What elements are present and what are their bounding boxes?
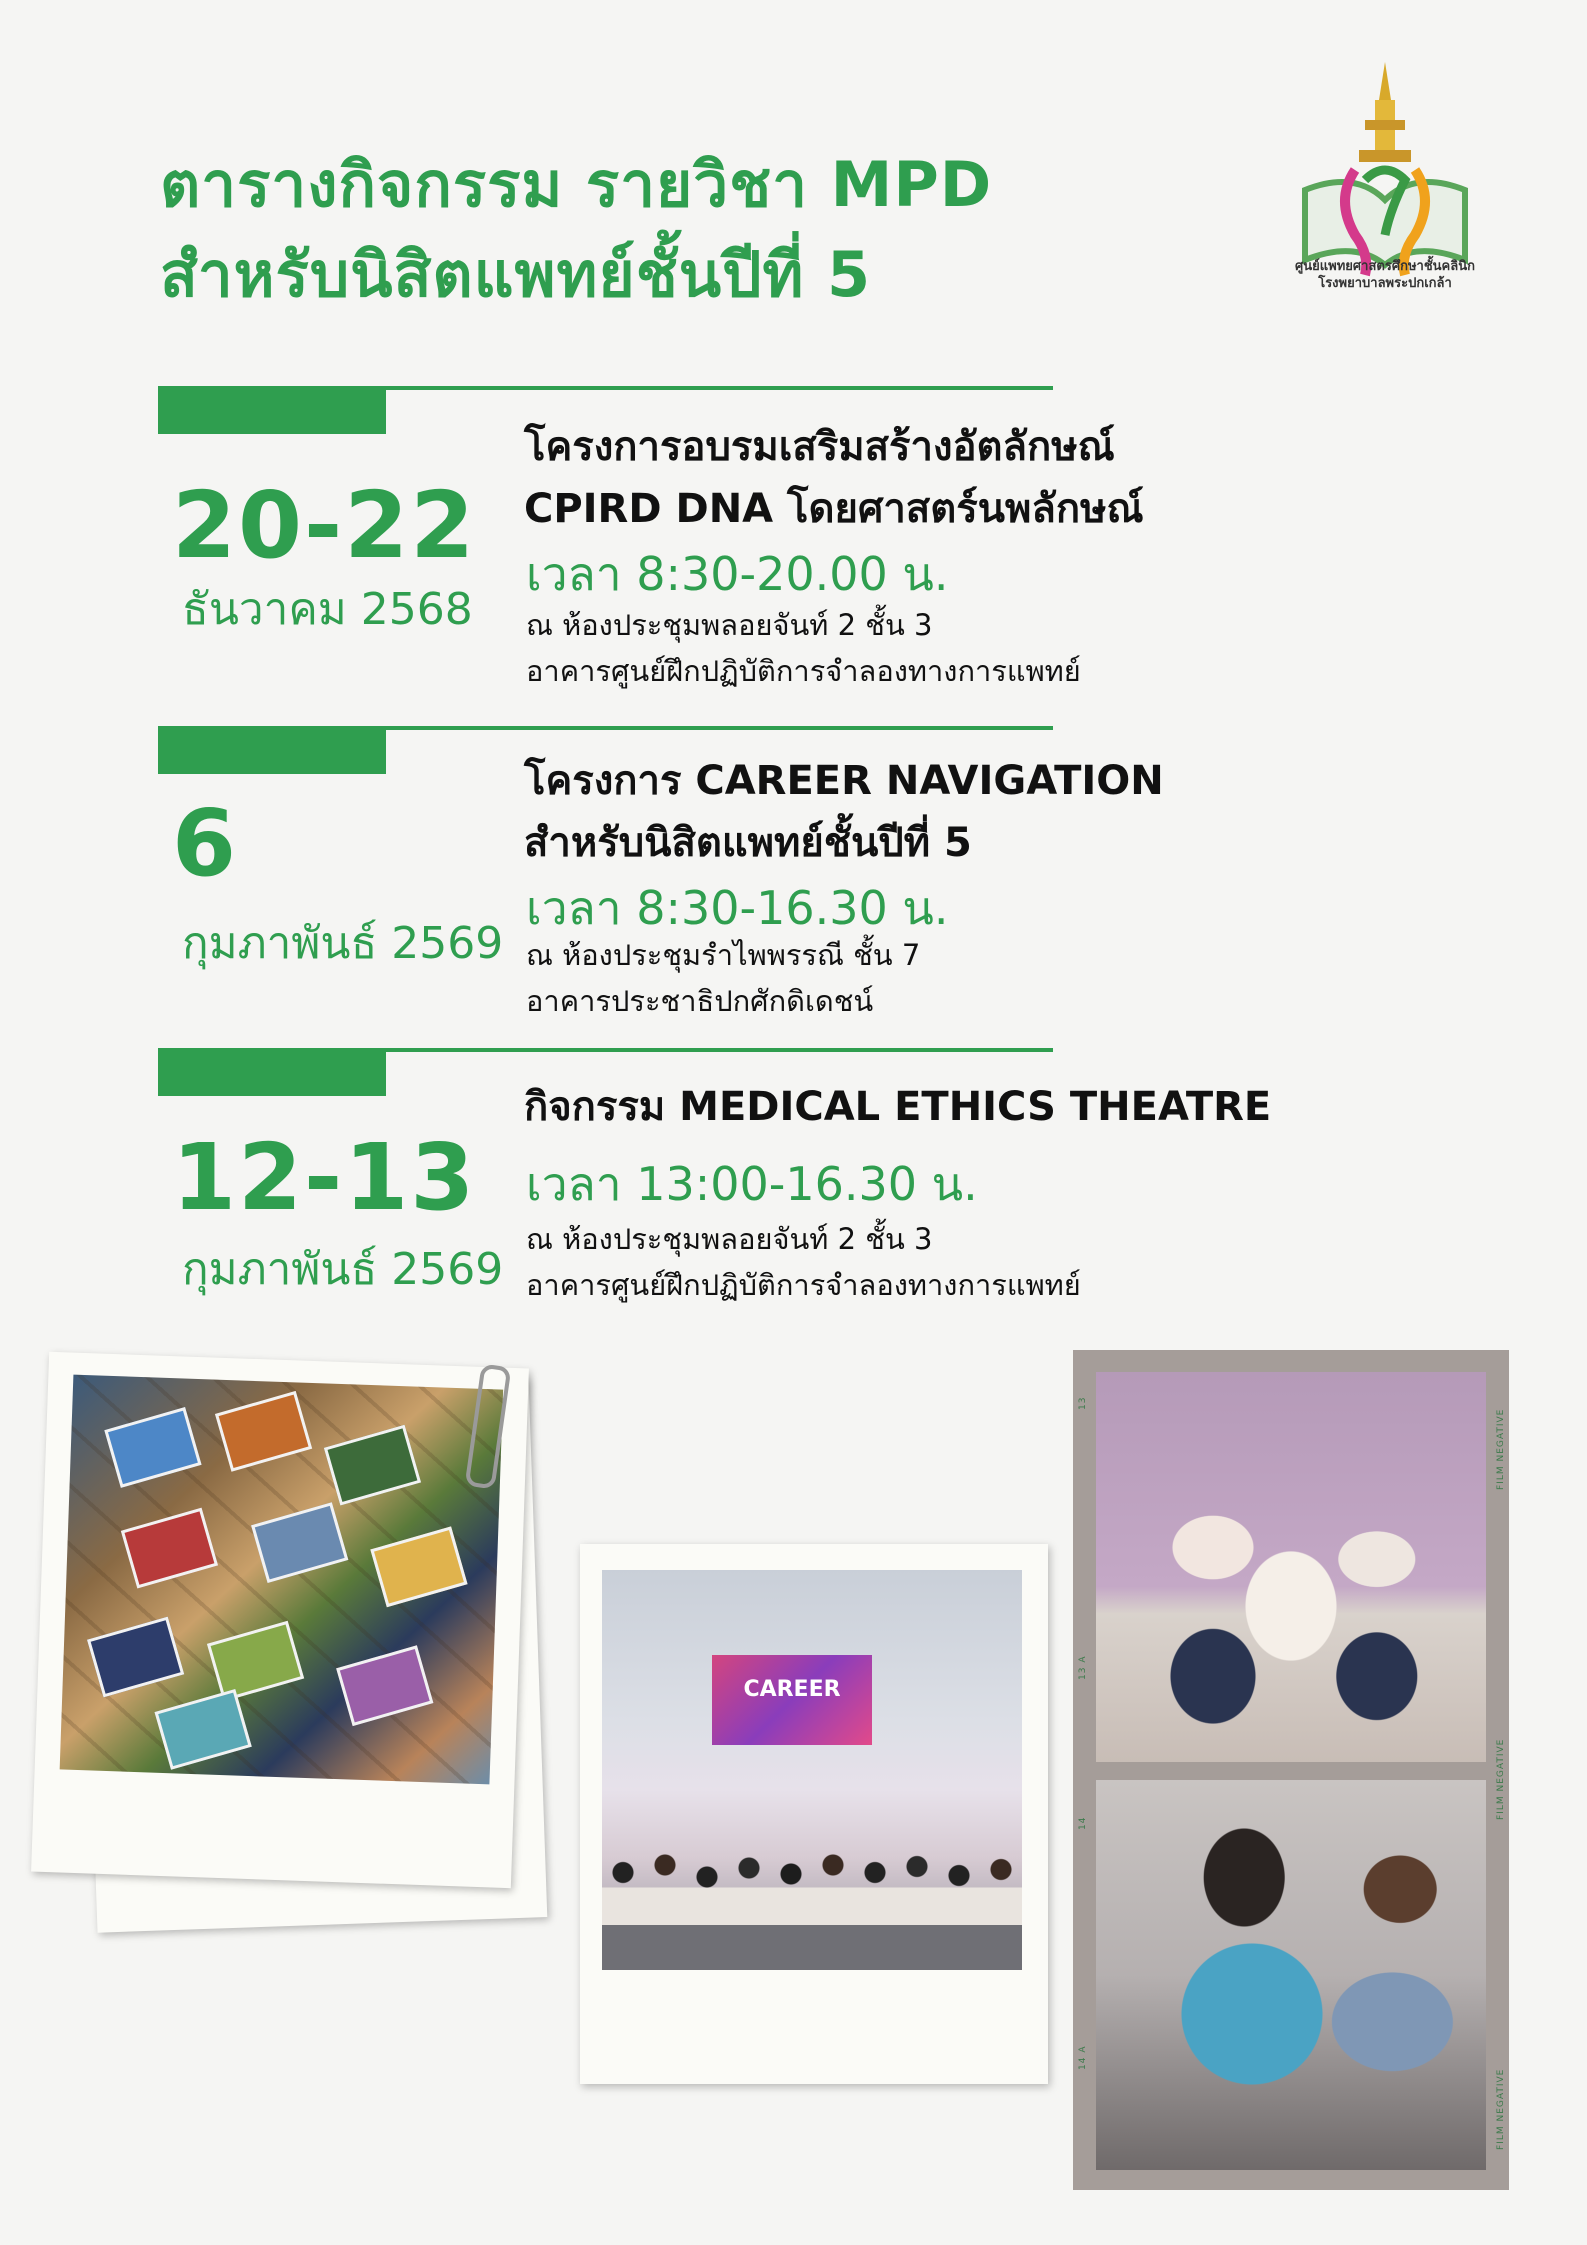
event-name-line-2: CPIRD DNA โดยศาสตร์นพลักษณ์ (524, 486, 1144, 532)
title-line-2: สำหรับนิสิตแพทย์ชั้นปีที่ 5 (160, 238, 872, 311)
photo-frame-group (580, 1544, 1048, 2084)
event-name (524, 1076, 1271, 1138)
photo-card (207, 1621, 304, 1702)
event-place-line-2: อาคารศูนย์ฝึกปฏิบัติการจำลองทางการแพทย์ (526, 1268, 1081, 1302)
event-month: กุมภาพันธ์ 2569 (182, 1244, 504, 1295)
group-of-people (602, 1820, 1022, 1970)
event-time: เวลา 8:30-16.30 น. (526, 881, 949, 935)
title-line-1: ตารางกิจกรรม รายวิชา MPD (160, 148, 993, 221)
film-label: FILM NEGATIVE (1496, 1738, 1506, 1820)
photo-frame-cards (31, 1352, 529, 1888)
event-name (524, 750, 1164, 874)
photo-card (324, 1425, 421, 1506)
event-place-line-1: ณ ห้องประชุมพลอยจันท์ 2 ชั้น 3 (526, 1222, 933, 1256)
photo-card (87, 1617, 184, 1698)
photo-card (336, 1645, 433, 1726)
photo-card (121, 1508, 218, 1589)
event-place-line-2: อาคารศูนย์ฝึกปฏิบัติการจำลองทางการแพทย์ (526, 654, 1081, 688)
accent-tab (158, 386, 386, 434)
theatre-photo (1096, 1372, 1486, 1762)
film-strip (1073, 1350, 1509, 2190)
event-place (526, 602, 1081, 694)
event-day: 20-22 (172, 472, 477, 579)
event-name-line-2: สำหรับนิสิตแพทย์ชั้นปีที่ 5 (524, 820, 972, 866)
event-time: เวลา 13:00-16.30 น. (526, 1157, 978, 1211)
event-name-line-1: กิจกรรม MEDICAL ETHICS THEATRE (524, 1084, 1272, 1130)
event-place-line-2: อาคารประชาธิปกศักดิเดชน์ (526, 984, 874, 1018)
film-label: FILM NEGATIVE (1496, 1408, 1506, 1490)
event-name-line-1: โครงการอบรมเสริมสร้างอัตลักษณ์ (524, 424, 1115, 470)
event-name (524, 416, 1144, 540)
photo-card (154, 1689, 251, 1770)
event-place (526, 1216, 1081, 1308)
photo-card (251, 1502, 348, 1583)
event-month: ธันวาคม 2568 (182, 584, 473, 635)
event-place-line-1: ณ ห้องประชุมพลอยจันท์ 2 ชั้น 3 (526, 608, 933, 642)
event-place (526, 932, 920, 1024)
photo-card (370, 1526, 467, 1607)
projector-screen: CAREER (712, 1655, 872, 1745)
event-place-line-1: ณ ห้องประชุมรำไพพรรณี ชั้น 7 (526, 938, 921, 972)
accent-tab (158, 726, 386, 774)
event-day: 6 (172, 790, 239, 897)
logo-caption-line-1: ศูนย์แพทยศาสตรศึกษาชั้นคลินิก (1295, 259, 1475, 274)
film-label: FILM NEGATIVE (1496, 2068, 1506, 2150)
group-photo (602, 1570, 1022, 1970)
event-day: 12-13 (172, 1124, 477, 1231)
logo-caption (1255, 258, 1515, 292)
audience-photo (1096, 1780, 1486, 2170)
event-time: เวลา 8:30-20.00 น. (526, 547, 949, 601)
photo-card (104, 1407, 201, 1488)
event-name-line-1: โครงการ CAREER NAVIGATION (524, 758, 1164, 804)
film-mark: 14 A (1078, 2045, 1088, 2070)
event-month: กุมภาพันธ์ 2569 (182, 918, 504, 969)
film-mark: 13 (1078, 1396, 1088, 1410)
accent-tab (158, 1048, 386, 1096)
photo-card (215, 1391, 312, 1472)
film-mark: 13 A (1078, 1655, 1088, 1680)
page-title (160, 140, 992, 320)
logo-caption-line-2: โรงพยาบาลพระปกเกล้า (1318, 276, 1452, 291)
film-mark: 14 (1078, 1816, 1088, 1830)
card-game-photo (60, 1375, 504, 1785)
